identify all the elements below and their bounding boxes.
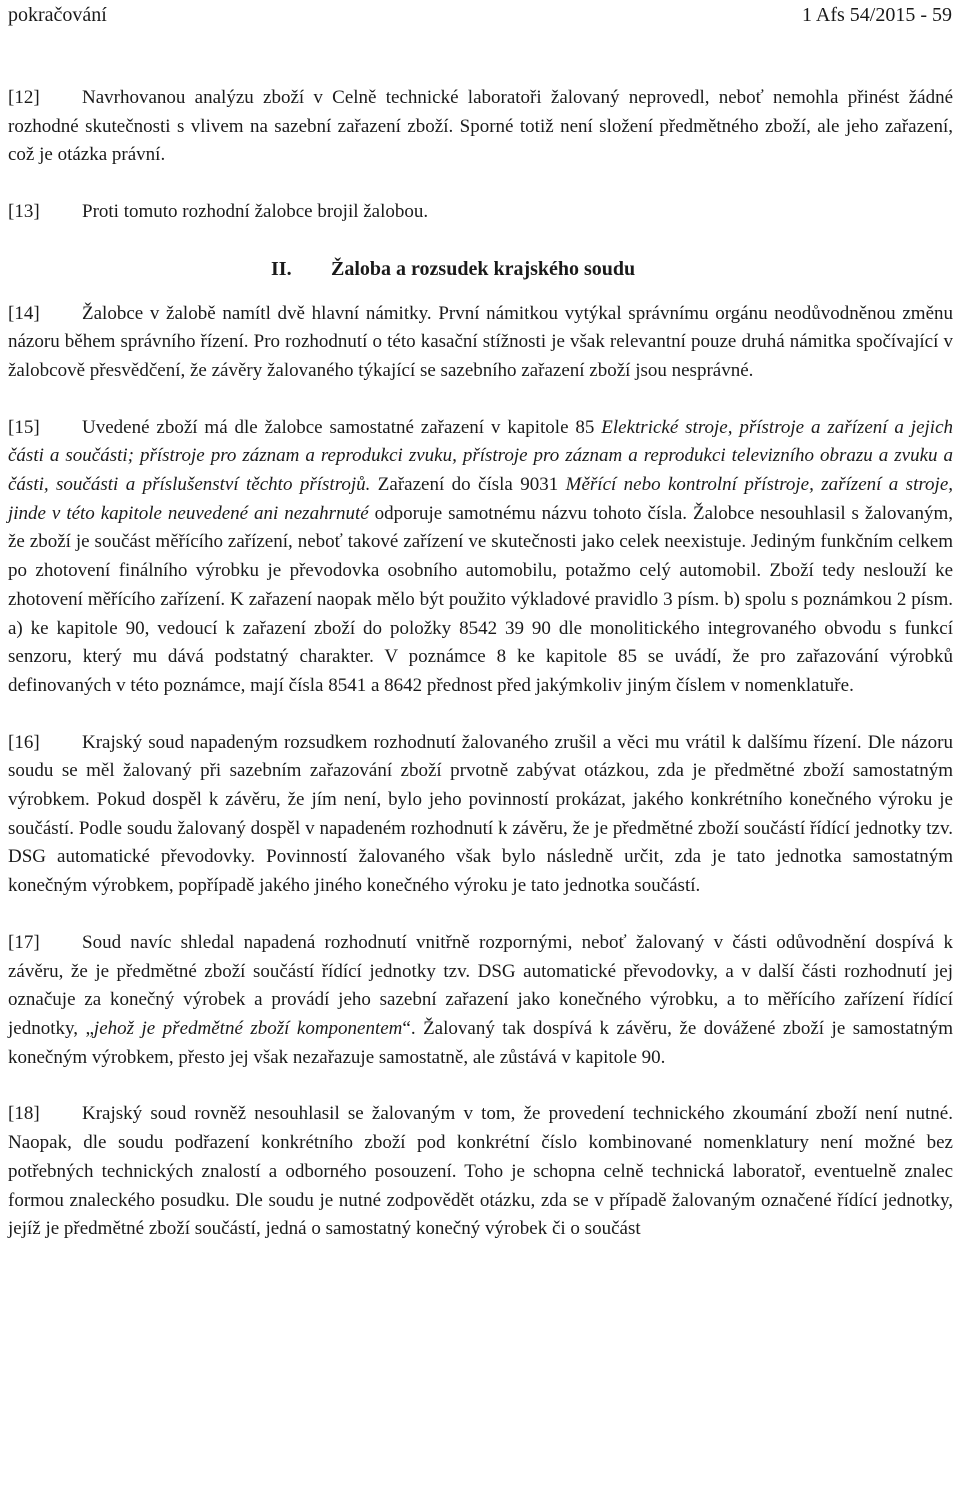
paragraph-text: Krajský soud rovněž nesouhlasil se žalovaným v tom, že provedení technického zkoumání zboží není nutné. Naopak, dle soudu podřazení konkrétního zboží pod konkrétní číslo kombinované nomenklatury není možné bez potřebných technických znalostí a odborného posouzení. Toho je schopna celně technická laboratoř, eventuelně znalec formou znaleckého posudku. Dle soudu je nutné zodpovědět otázku, zda se v případě žalovaným označené řídící jednotky, jejíž je předmětné zboží součástí, jedná o samostatný konečný výrobek či o součást — [8, 1103, 953, 1240]
paragraph-text: odporuje samotnému názvu tohoto čísla. Žalobce nesouhlasil s žalovaným, že zboží je součást měřícího zařízení, neboť takové zařízení ve skutečnosti jako celek neexistuje. Jediným funkčním celkem po zhotovení finálního výrobku je převodovka osobního automobilu, potažmo celý automobil. Zboží tedy neslouží ke zhotovení měřícího zařízení. K zařazení naopak mělo být použito výkladové pravidlo 3 písm. b) spolu s poznámkou 2 písm. a) ke kapitole 90, vedoucí k zařazení zboží do položky 8542 39 90 dle monolitického integrovaného obvodu s funkcí senzoru, který mu dává podstatný charakter. V poznámce 8 ke kapitole 85 se uvádí, že pro zařazování výrobků definovaných v této poznámce, mají čísla 8541 a 8642 přednost před jakýmkoliv jiným číslem v nomenklatuře. — [8, 502, 953, 696]
paragraph-14 — [8, 300, 953, 386]
section-title: Žaloba a rozsudek krajského soudu — [331, 257, 636, 280]
paragraph-number: [17] — [8, 931, 40, 953]
header-continuation-label: pokračování — [8, 4, 107, 26]
paragraph-text: Proti tomuto rozhodní žalobce brojil žalobou. — [82, 201, 429, 223]
paragraph-18 — [8, 1100, 953, 1244]
header-case-number: 1 Afs 54/2015 - 59 — [802, 4, 952, 26]
paragraph-text: Soud navíc shledal napadená rozhodnutí vnitřně rozpornými, neboť žalovaný v části odůvodnění dospívá k závěru, že je předmětné zboží součástí řídící jednotky tzv. DSG automatické převodovky, a v další části rozhodnutí jej označuje za konečný výrobek a provádí jeho sazební zařazení jako konečného výrobku, a to měřícího zařízení řídící jednotky, „ — [8, 931, 953, 1039]
paragraph-12 — [8, 84, 953, 170]
paragraph-number: [18] — [8, 1103, 40, 1125]
paragraph-16 — [8, 729, 953, 901]
paragraph-number: [13] — [8, 201, 40, 223]
paragraph-number: [14] — [8, 302, 40, 324]
italic-heading-chapter-85: Elektrické stroje, přístroje a zařízení a jejich části a součásti; přístroje pro záznam a reprodukci zvuku, přístroje pro záznam a reprodukci televizního obrazu a zvuku a části, součásti a příslušenství těchto přístrojů. — [8, 416, 953, 496]
italic-heading-9031: Měřící nebo kontrolní přístroje, zařízení a stroje, jinde v této kapitole neuvedené ani nezahrnuté — [8, 474, 954, 524]
running-header — [8, 0, 952, 30]
italic-quotation: jehož je předmětné zboží komponentem — [93, 1017, 403, 1039]
paragraph-text: Uvedené zboží má dle žalobce samostatné zařazení v kapitole 85 — [82, 416, 602, 438]
section-heading — [8, 255, 953, 284]
paragraph-13 — [8, 198, 953, 227]
paragraph-text: Navrhovanou analýzu zboží v Celně technické laboratoři žalovaný neprovedl, neboť nemohla přinést žádné rozhodné skutečnosti s vlivem na sazební zařazení zboží. Sporné totiž není složení předmětného zboží, ale jeho zařazení, což je otázka právní. — [8, 87, 953, 166]
paragraph-number: [15] — [8, 416, 40, 438]
paragraph-text: Zařazení do čísla 9031 — [370, 474, 566, 496]
document-body — [8, 84, 953, 1272]
paragraph-number: [16] — [8, 731, 40, 753]
paragraph-number: [12] — [8, 87, 40, 108]
paragraph-15 — [8, 414, 953, 701]
section-number: II. — [271, 257, 292, 280]
paragraph-text: Žalobce v žalobě namítl dvě hlavní námitky. První námitkou vytýkal správnímu orgánu neodůvodněnou změnu názoru během správního řízení. Pro rozhodnutí o této kasační stížnosti je však relevantní pouze druhá námitka spočívající v žalobcově přesvědčení, že závěry žalovaného týkající se sazebního zařazení zboží jsou nesprávné. — [8, 302, 953, 381]
paragraph-text: “. Žalovaný tak dospívá k závěru, že dovážené zboží je samostatným konečným výrobkem, přesto jej však nezařazuje samostatně, ale zůstává v kapitole 90. — [8, 1017, 953, 1068]
paragraph-text: Krajský soud napadeným rozsudkem rozhodnutí žalovaného zrušil a věci mu vrátil k dalšímu řízení. Dle názoru soudu se měl žalovaný při sazebním zařazování zboží prvotně zabývat otázkou, zda je předmětné zboží samostatným výrobkem. Pokud dospěl k závěru, že jím není, bylo jeho povinností prokázat, jakého konkrétního konečného výroku je součástí. Podle soudu žalovaný dospěl v napadeném rozhodnutí k závěru, že je předmětné zboží součástí řídící jednotky tzv. DSG automatické převodovky. Povinností žalovaného však bylo následně určit, zda je tato jednotka samostatným konečným výrobkem, popřípadě jakého jiného konečného výroku je tato jednotka součástí. — [8, 731, 953, 897]
paragraph-17 — [8, 929, 953, 1073]
